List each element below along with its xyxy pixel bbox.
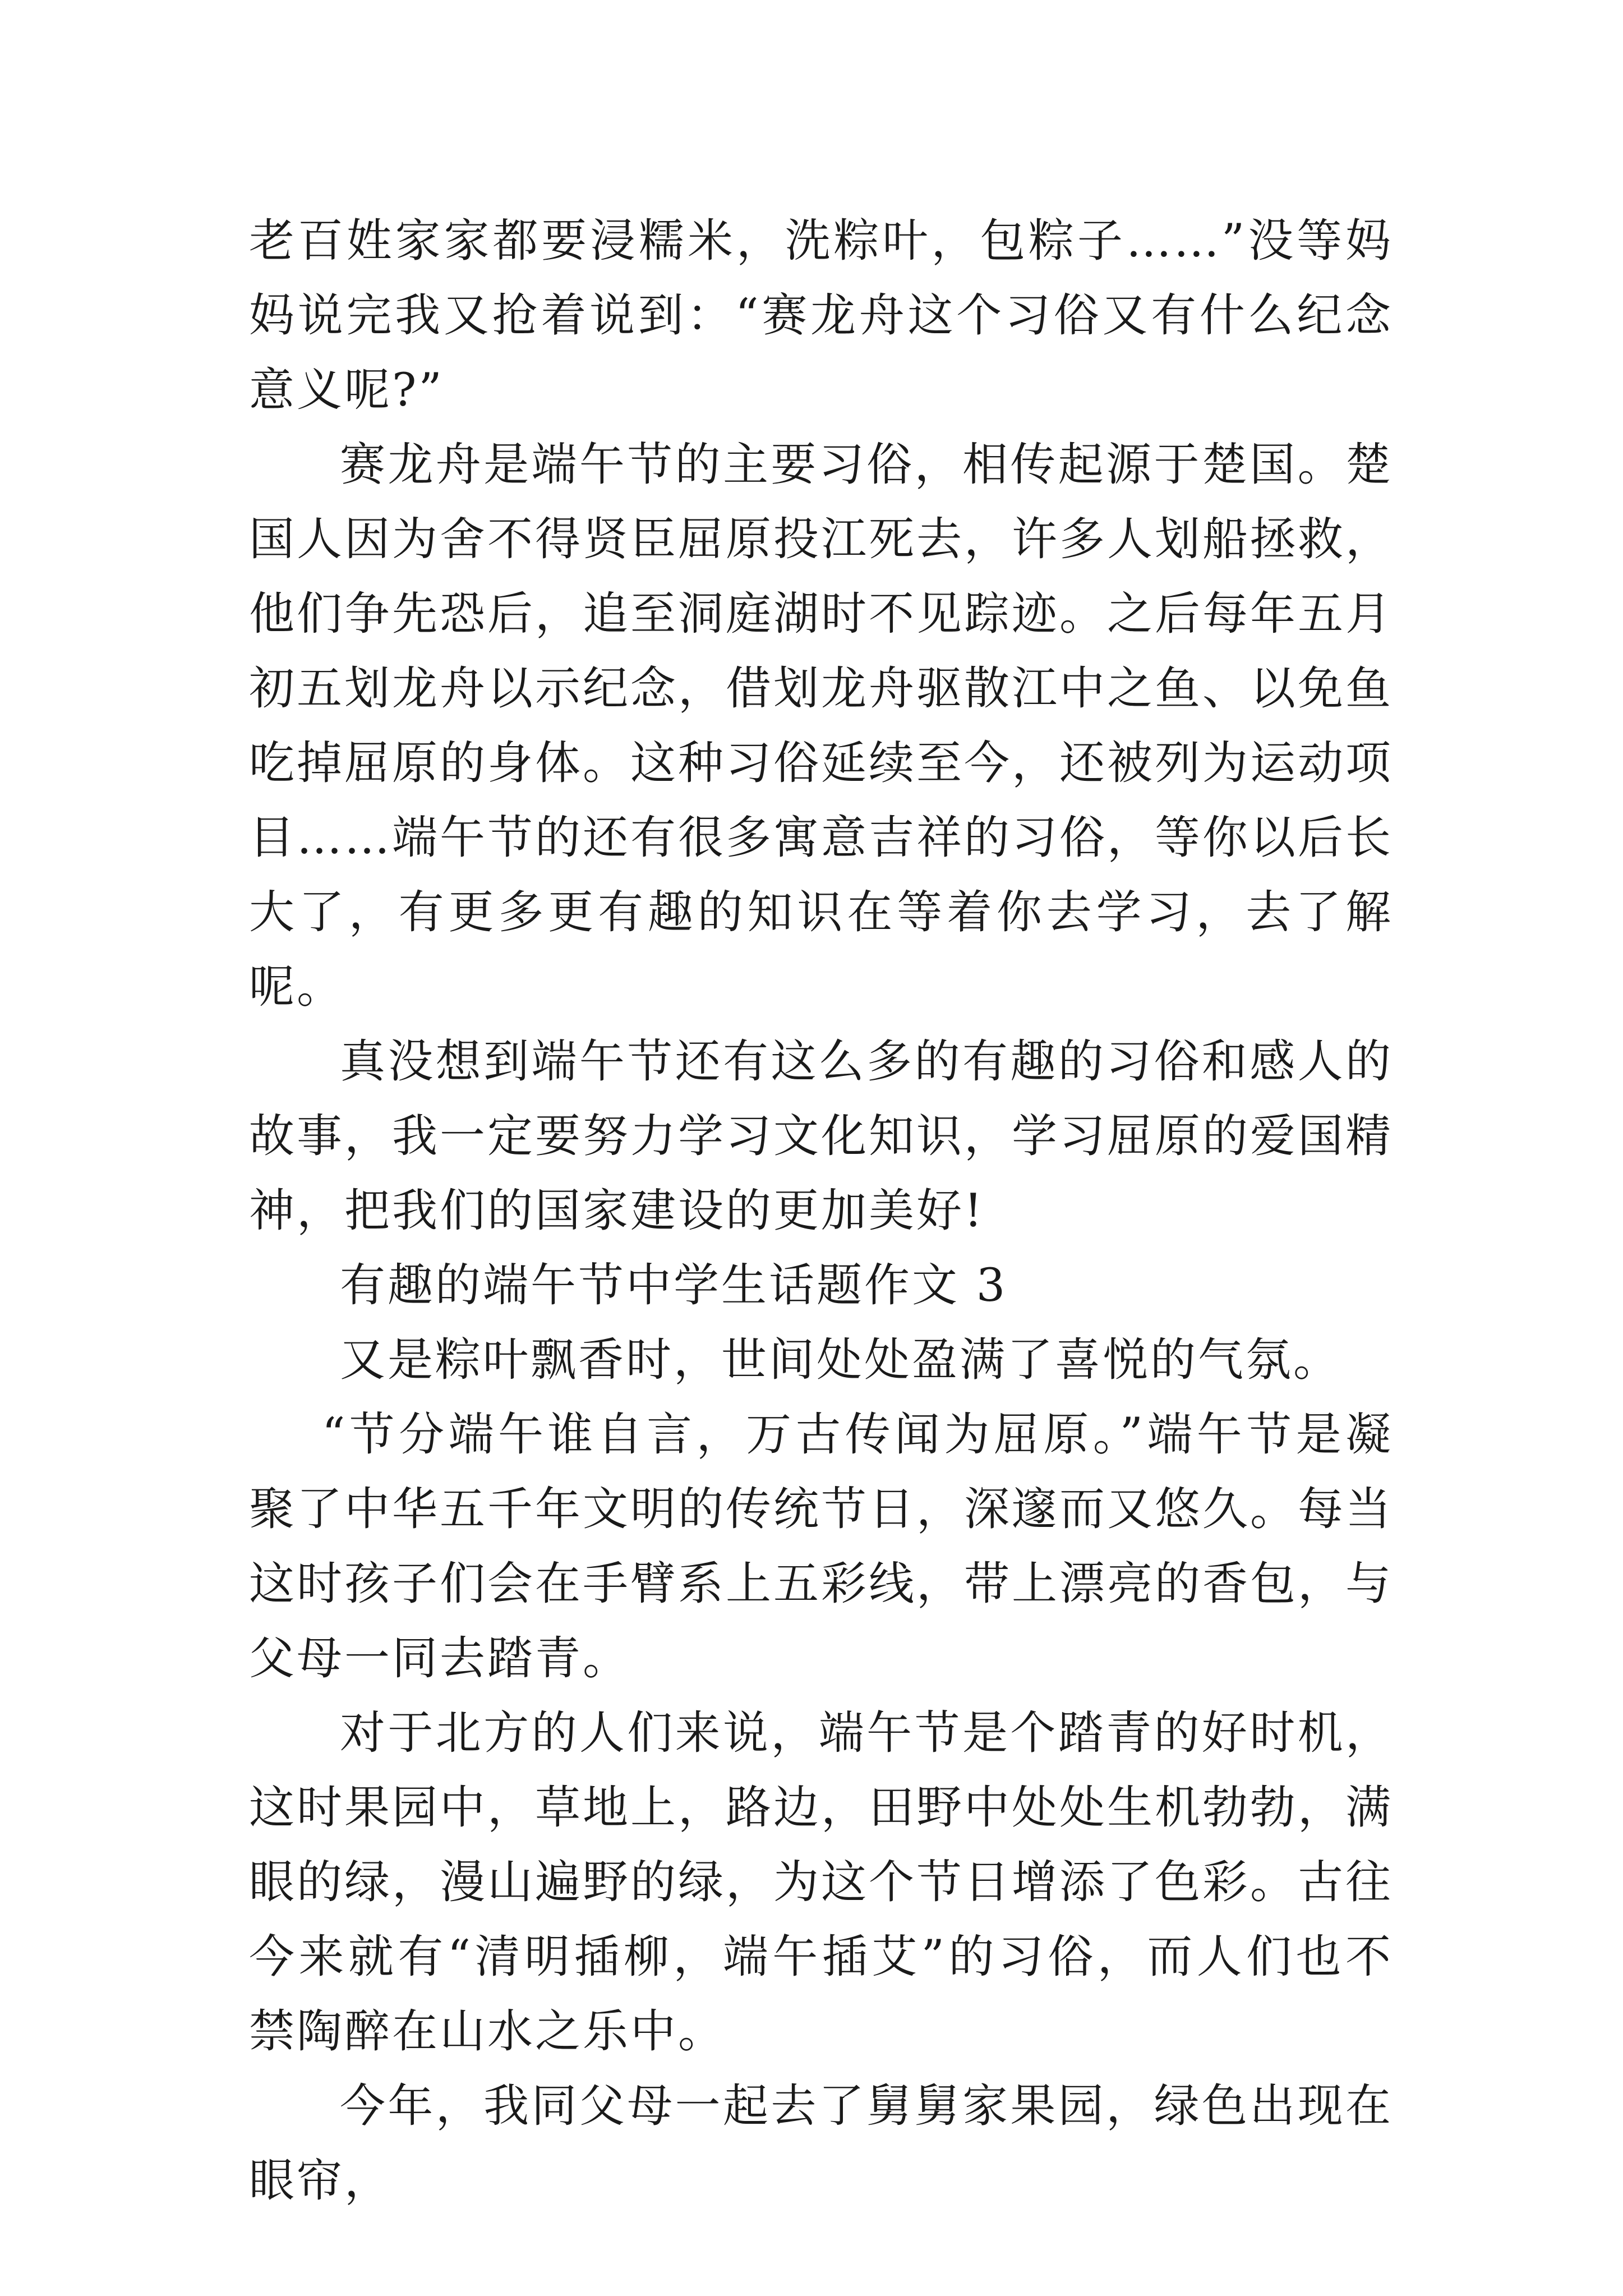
document-body <box>249 204 1393 2219</box>
paragraph-reflection: 真没想到端午节还有这么多的有趣的习俗和感人的故事，我一定要努力学习文化知识，学习屈原的爱国精神，把我们的国家建设的更加美好! <box>249 1036 1394 1237</box>
paragraph-poem-quote: “节分端午谁自言，万古传闻为屈原。”端午节是凝聚了中华五千年文明的传统节日，深邃而又悠久。每当这时孩子们会在手臂系上五彩线，带上漂亮的香包，与父母一同去踏青。 <box>249 1409 1394 1685</box>
paragraph-dragon-boat: 赛龙舟是端午节的主要习俗，相传起源于楚国。楚国人因为舍不得贤臣屈原投江死去，许多人划船拯救，他们争先恐后，追至洞庭湖时不见踪迹。之后每年五月初五划龙舟以示纪念，借划龙舟驱散江中之鱼、以免鱼吃掉屈原的身体。这种习俗延续至今，还被列为运动项目……端午节的还有很多寓意吉祥的习俗，等你以后长大了，有更多更有趣的知识在等着你去学习，去了解呢。 <box>249 439 1394 1014</box>
paragraph-north: 对于北方的人们来说，端午节是个踏青的好时机，这时果园中，草地上，路边，田野中处处生机勃勃，满眼的绿，漫山遍野的绿，为这个节日增添了色彩。古往今来就有“清明插柳，端午插艾”的习俗，而人们也不禁陶醉在山水之乐中。 <box>249 1707 1394 2058</box>
paragraph-orchard: 今年，我同父母一起去了舅舅家果园，绿色出现在眼帘， <box>249 2080 1393 2207</box>
paragraph-opening: 又是粽叶飘香时，世间处处盈满了喜悦的气氛。 <box>340 1334 1341 1387</box>
essay-heading: 有趣的端午节中学生话题作文 3 <box>340 1259 1008 1312</box>
paragraph-continuation: 老百姓家家都要浸糯米，洗粽叶，包粽子……”没等妈妈说完我又抢着说到：“赛龙舟这个习俗又有什么纪念意义呢?” <box>249 215 1393 417</box>
